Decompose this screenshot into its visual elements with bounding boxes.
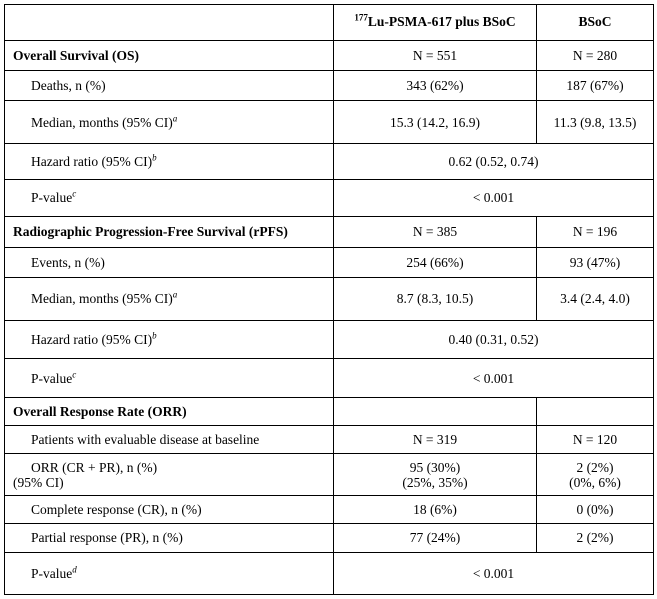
table-row	[5, 453, 654, 496]
orr-section-row	[5, 397, 654, 425]
orr-rate-bsoc-line1: 2 (2%)	[576, 459, 614, 475]
os-median-label	[5, 101, 334, 144]
orr-cr-label: Complete response (CR), n (%)	[5, 496, 334, 523]
rpfs-events-label: Events, n (%)	[5, 247, 334, 277]
orr-rate-treatment-line1: 95 (30%)	[409, 459, 461, 475]
os-p-value: < 0.001	[334, 179, 654, 217]
orr-rate-bsoc	[537, 453, 654, 496]
rpfs-hr-label	[5, 320, 334, 359]
table-row	[5, 320, 654, 359]
os-deaths-bsoc: 187 (67%)	[537, 70, 654, 100]
header-bsoc-column: BSoC	[537, 5, 654, 41]
os-median-treatment: 15.3 (14.2, 16.9)	[334, 101, 537, 144]
table-row	[5, 70, 654, 100]
orr-rate-label-line1: ORR (CR + PR), n (%)	[31, 459, 158, 475]
rpfs-hr-label-text: Hazard ratio (95% CI)	[31, 332, 153, 347]
rpfs-events-treatment: 254 (66%)	[334, 247, 537, 277]
table-row	[5, 359, 654, 398]
rpfs-p-label	[5, 359, 334, 398]
footnote-marker: a	[172, 289, 178, 300]
orr-empty-bsoc	[537, 397, 654, 425]
orr-eval-treatment: N = 319	[334, 426, 537, 453]
rpfs-p-label-text: P-value	[31, 370, 73, 386]
table-row	[5, 278, 654, 321]
os-median-bsoc: 11.3 (9.8, 13.5)	[537, 101, 654, 144]
rpfs-section-row	[5, 217, 654, 247]
os-hr-label-text: Hazard ratio (95% CI)	[31, 153, 153, 169]
header-row	[5, 5, 654, 41]
rpfs-p-value: < 0.001	[334, 359, 654, 398]
results-table	[4, 4, 654, 595]
orr-pr-bsoc: 2 (2%)	[537, 523, 654, 552]
rpfs-median-label	[5, 278, 334, 321]
os-hr-value: 0.62 (0.52, 0.74)	[334, 144, 654, 180]
orr-section-title: Overall Response Rate (ORR)	[5, 397, 334, 425]
rpfs-section-title: Radiographic Progression-Free Survival (rPFS)	[5, 217, 334, 247]
os-deaths-label: Deaths, n (%)	[5, 70, 334, 100]
rpfs-n-treatment: N = 385	[334, 217, 537, 247]
os-median-label-text: Median, months (95% CI)	[31, 114, 173, 130]
os-section-title: Overall Survival (OS)	[5, 40, 334, 70]
header-blank-cell	[5, 5, 334, 41]
rpfs-median-bsoc: 3.4 (2.4, 4.0)	[537, 278, 654, 321]
table-row	[5, 247, 654, 277]
os-deaths-treatment: 343 (62%)	[334, 70, 537, 100]
footnote-marker: a	[172, 113, 178, 124]
orr-p-label	[5, 553, 334, 595]
table-row	[5, 144, 654, 180]
orr-p-value: < 0.001	[334, 553, 654, 595]
rpfs-median-treatment: 8.7 (8.3, 10.5)	[334, 278, 537, 321]
table-row	[5, 426, 654, 453]
os-p-label-text: P-value	[31, 190, 73, 206]
orr-rate-label	[5, 453, 334, 496]
orr-rate-treatment-line2: (25%, 35%)	[402, 474, 468, 490]
footnote-marker: d	[72, 564, 77, 575]
orr-rate-treatment	[334, 453, 537, 496]
table-row	[5, 523, 654, 552]
header-treatment-column	[334, 5, 537, 41]
rpfs-events-bsoc: 93 (47%)	[537, 247, 654, 277]
footnote-marker: c	[72, 369, 77, 380]
footnote-marker: b	[152, 330, 157, 341]
os-hr-label	[5, 144, 334, 180]
isotope-superscript: 177	[354, 12, 368, 23]
os-n-treatment: N = 551	[334, 40, 537, 70]
rpfs-median-label-text: Median, months (95% CI)	[31, 291, 173, 307]
table-row	[5, 101, 654, 144]
os-section-row	[5, 40, 654, 70]
table-row	[5, 496, 654, 523]
treatment-column-label: Lu-PSMA-617 plus BSoC	[367, 14, 516, 30]
orr-eval-bsoc: N = 120	[537, 426, 654, 453]
os-n-bsoc: N = 280	[537, 40, 654, 70]
orr-eval-label: Patients with evaluable disease at baseline	[5, 426, 334, 453]
table-row	[5, 179, 654, 217]
orr-rate-bsoc-line2: (0%, 6%)	[569, 474, 621, 490]
orr-p-label-text: P-value	[31, 566, 73, 582]
orr-cr-treatment: 18 (6%)	[334, 496, 537, 523]
table-row	[5, 553, 654, 595]
rpfs-n-bsoc: N = 196	[537, 217, 654, 247]
orr-cr-bsoc: 0 (0%)	[537, 496, 654, 523]
orr-pr-label: Partial response (PR), n (%)	[5, 523, 334, 552]
rpfs-hr-value: 0.40 (0.31, 0.52)	[334, 320, 654, 359]
footnote-marker: b	[152, 152, 157, 163]
os-p-label	[5, 179, 334, 217]
orr-pr-treatment: 77 (24%)	[334, 523, 537, 552]
orr-rate-label-line2: (95% CI)	[13, 474, 64, 490]
orr-empty-treatment	[334, 397, 537, 425]
footnote-marker: c	[72, 188, 77, 199]
